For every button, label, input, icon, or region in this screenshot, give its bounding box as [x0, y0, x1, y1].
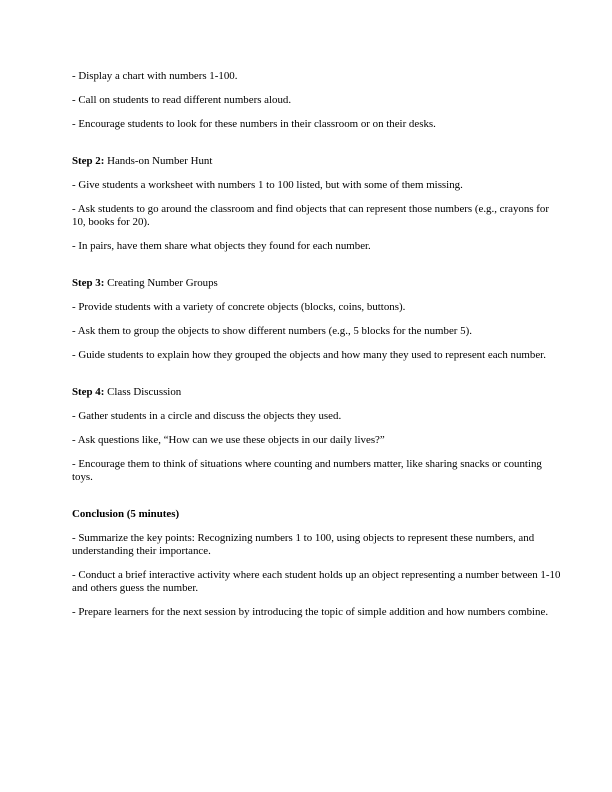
- step4-label: Step 4:: [72, 386, 105, 398]
- step4-title: Class Discussion: [104, 386, 182, 398]
- step2-title: Hands-on Number Hunt: [104, 155, 213, 167]
- step4-item-1: - Gather students in a circle and discuss the objects they used.: [72, 410, 342, 422]
- conclusion-item-1: - Summarize the key points: Recognizing numbers 1 to 100, using objects to represent these numbers, and understanding their importance.: [72, 532, 535, 557]
- step3-item-1: - Provide students with a variety of concrete objects (blocks, coins, buttons).: [72, 301, 406, 313]
- intro-item-3: - Encourage students to look for these numbers in their classroom or on their desks.: [72, 118, 436, 130]
- step4-section: [72, 386, 564, 484]
- step4-heading: [72, 386, 564, 399]
- step4-item-2: - Ask questions like, “How can we use these objects in our daily lives?”: [72, 434, 385, 446]
- step2-item-3: - In pairs, have them share what objects they found for each number.: [72, 240, 371, 252]
- intro-item-1: - Display a chart with numbers 1-100.: [72, 70, 238, 82]
- step3-item-3: - Guide students to explain how they grouped the objects and how many they used to represent each number.: [72, 349, 546, 361]
- lesson-plan-page: [72, 70, 564, 630]
- step2-item-2: - Ask students to go around the classroom and find objects that can represent those numbers (e.g., crayons for 10, books for 20).: [72, 203, 549, 228]
- conclusion-item-3: - Prepare learners for the next session by introducing the topic of simple addition and how numbers combine.: [72, 606, 549, 618]
- intro-item-2: - Call on students to read different numbers aloud.: [72, 94, 292, 106]
- step3-label: Step 3:: [72, 277, 105, 289]
- intro-section: [72, 70, 564, 131]
- step3-section: [72, 277, 564, 362]
- step2-item-1: - Give students a worksheet with numbers 1 to 100 listed, but with some of them missing.: [72, 179, 463, 191]
- conclusion-item-2: - Conduct a brief interactive activity where each student holds up an object representing a number between 1-10 and others guess the number.: [72, 569, 561, 594]
- step3-heading: [72, 277, 564, 290]
- step2-heading: [72, 155, 564, 168]
- step3-title: Creating Number Groups: [104, 277, 218, 289]
- step2-section: [72, 155, 564, 253]
- conclusion-label: Conclusion (5 minutes): [72, 508, 180, 520]
- step2-label: Step 2:: [72, 155, 105, 167]
- conclusion-section: [72, 508, 564, 619]
- step4-item-3: - Encourage them to think of situations where counting and numbers matter, like sharing snacks or counting toys.: [72, 458, 542, 483]
- conclusion-heading: [72, 508, 564, 521]
- step3-item-2: - Ask them to group the objects to show different numbers (e.g., 5 blocks for the number 5).: [72, 325, 472, 337]
